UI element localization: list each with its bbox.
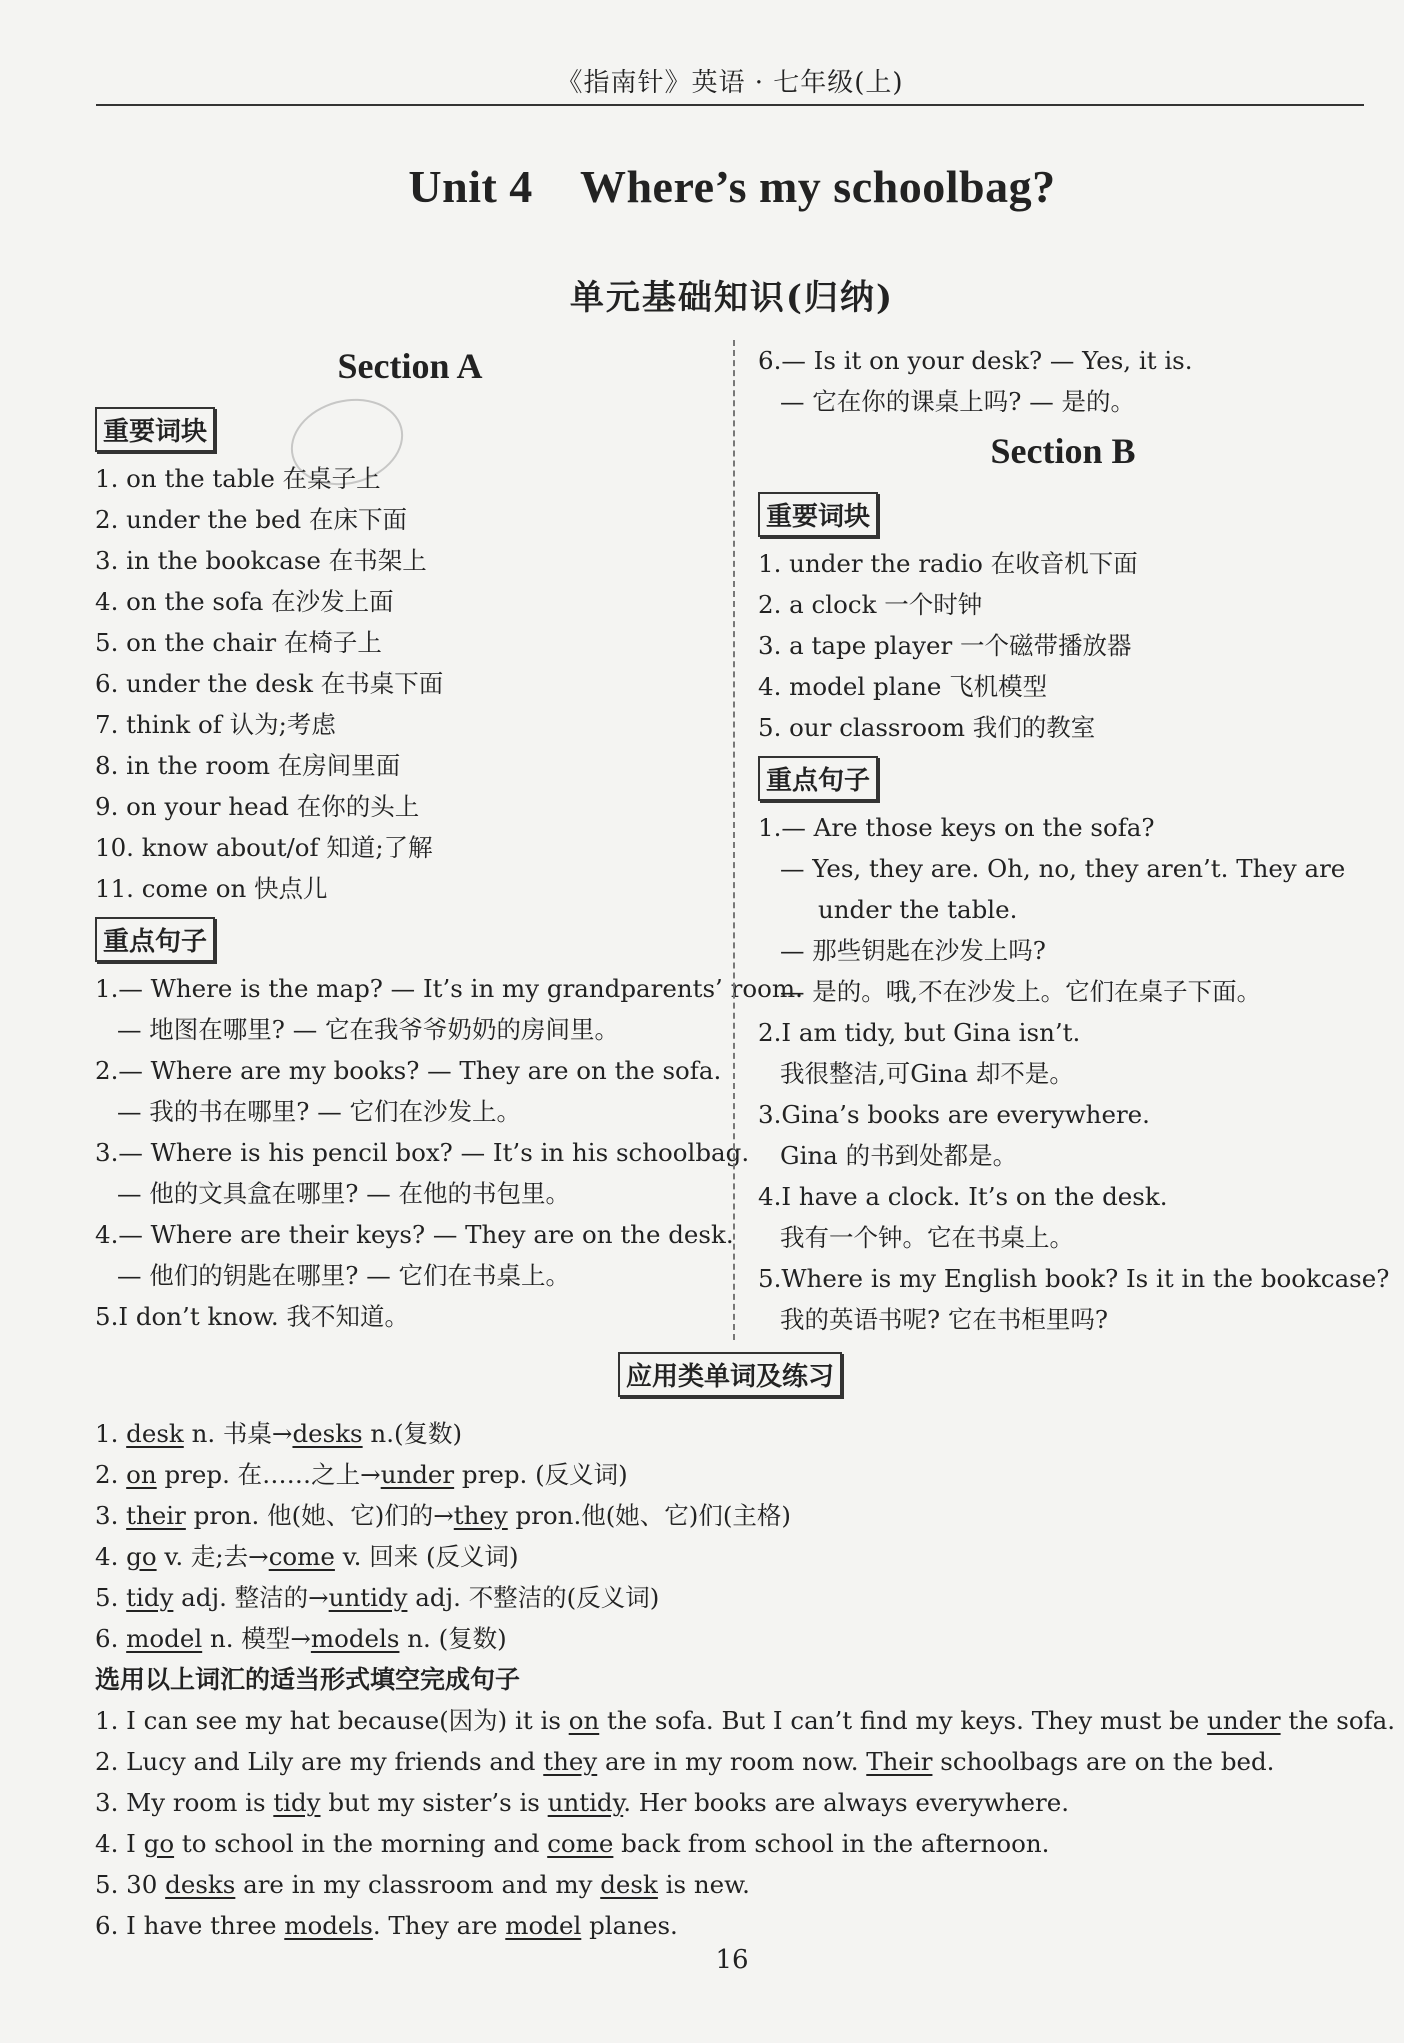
vocab-item: 11. come on 快点儿 xyxy=(95,874,328,903)
answer-word: models xyxy=(310,1624,400,1653)
sentence-line: Gina 的书到处都是。 xyxy=(780,1141,1018,1170)
sentence-line: 1.— Are those keys on the sofa? xyxy=(758,813,1155,842)
vocab-item: 10. know about/of 知道;了解 xyxy=(95,833,433,862)
exercise-item: 4. I go to school in the morning and come back from school in the afternoon. xyxy=(95,1829,1050,1858)
section-a-vocab-label: 重要词块 xyxy=(95,407,215,452)
answer-word: they xyxy=(453,1501,508,1530)
exercise-item: 1. I can see my hat because(因为) it is on the sofa. But I can’t find my keys. They must be under the sofa. xyxy=(95,1706,1396,1735)
answer-word: desk xyxy=(600,1870,658,1899)
section-b-sentences-list xyxy=(758,807,1390,1340)
sentence-line: — 他们的钥匙在哪里? — 它们在书桌上。 xyxy=(117,1261,570,1290)
section-a-title: Section A xyxy=(337,346,483,386)
sentence-line: 我有一个钟。它在书桌上。 xyxy=(780,1223,1074,1252)
section-b-vocab-label: 重要词块 xyxy=(758,492,878,537)
sentence-line: — 那些钥匙在沙发上吗? xyxy=(780,936,1046,965)
answer-word: come xyxy=(547,1829,614,1858)
vocab-item: 4. on the sofa 在沙发上面 xyxy=(95,587,394,616)
section-a-continued xyxy=(758,340,1368,422)
sentence-line: 5.I don’t know. 我不知道。 xyxy=(95,1302,409,1331)
vocab-item: 5. our classroom 我们的教室 xyxy=(758,713,1096,742)
answer-word: desks xyxy=(292,1419,363,1448)
sentence-line: 3.Gina’s books are everywhere. xyxy=(758,1100,1150,1129)
sentence-line: — 是的。哦,不在沙发上。它们在桌子下面。 xyxy=(780,977,1262,1006)
word-item: 4. go v. 走;去→come v. 回来 (反义词) xyxy=(95,1542,519,1571)
column-divider xyxy=(733,340,735,1340)
answer-word: models xyxy=(284,1911,373,1940)
answer-word: under xyxy=(380,1460,455,1489)
word-item: 6. model n. 模型→models n. (复数) xyxy=(95,1624,507,1653)
word-item: 2. on prep. 在……之上→under prep. (反义词) xyxy=(95,1460,628,1489)
answer-word: come xyxy=(268,1542,335,1571)
sentence-line: 4.I have a clock. It’s on the desk. xyxy=(758,1182,1168,1211)
exercise-item: 2. Lucy and Lily are my friends and they are in my room now. Their schoolbags are on the bed. xyxy=(95,1747,1275,1776)
practice-exercise-list xyxy=(95,1700,1396,1946)
practice-section xyxy=(95,1413,1396,1946)
sentence-line: 3.— Where is his pencil box? — It’s in his schoolbag. xyxy=(95,1138,750,1167)
vocab-item: 9. on your head 在你的头上 xyxy=(95,792,420,821)
unit-subtitle: 单元基础知识(归纳) xyxy=(569,278,895,318)
section-b-vocab-list xyxy=(758,543,1368,748)
practice-label: 应用类单词及练习 xyxy=(618,1352,842,1397)
sentence-line: 4.— Where are their keys? — They are on the desk. xyxy=(95,1220,734,1249)
exercise-item: 3. My room is tidy but my sister’s is untidy. Her books are always everywhere. xyxy=(95,1788,1069,1817)
sentence-line: — 地图在哪里? — 它在我爷爷奶奶的房间里。 xyxy=(117,1015,619,1044)
vocab-item: 4. model plane 飞机模型 xyxy=(758,672,1048,701)
word-item: 1. desk n. 书桌→desks n.(复数) xyxy=(95,1419,463,1448)
answer-word: go xyxy=(126,1542,157,1571)
answer-word: their xyxy=(126,1501,186,1530)
vocab-item: 7. think of 认为;考虑 xyxy=(95,710,336,739)
word-item: 5. tidy adj. 整洁的→untidy adj. 不整洁的(反义词) xyxy=(95,1583,660,1612)
section-b-column xyxy=(758,340,1390,1340)
sentence-line: — 他的文具盒在哪里? — 在他的书包里。 xyxy=(117,1179,570,1208)
answer-word: on xyxy=(126,1460,157,1489)
answer-word: untidy xyxy=(328,1583,408,1612)
answer-word: under xyxy=(1207,1706,1281,1735)
sentence-line: 我的英语书呢? 它在书柜里吗? xyxy=(780,1305,1109,1334)
header-rule xyxy=(96,104,1364,106)
answer-word: Their xyxy=(866,1747,933,1776)
answer-word: desk xyxy=(126,1419,184,1448)
sentence-line: under the table. xyxy=(818,895,1018,924)
answer-word: they xyxy=(543,1747,598,1776)
section-b-sentences-label: 重点句子 xyxy=(758,756,878,801)
sentence-line: — 它在你的课桌上吗? — 是的。 xyxy=(780,387,1135,416)
answer-word: model xyxy=(126,1624,203,1653)
sentence-line: — Yes, they are. Oh, no, they aren’t. They are xyxy=(780,854,1346,883)
answer-word: tidy xyxy=(273,1788,321,1817)
exercise-item: 6. I have three models. They are model planes. xyxy=(95,1911,678,1940)
section-a-vocab-list xyxy=(95,458,725,909)
section-a-sentences-list xyxy=(95,968,803,1337)
sentence-line: 2.— Where are my books? — They are on the sofa. xyxy=(95,1056,722,1085)
sentence-line: 5.Where is my English book? Is it in the bookcase? xyxy=(758,1264,1390,1293)
answer-word: on xyxy=(568,1706,600,1735)
vocab-item: 2. a clock 一个时钟 xyxy=(758,590,983,619)
vocab-item: 2. under the bed 在床下面 xyxy=(95,505,407,534)
section-a-sentences-label: 重点句子 xyxy=(95,917,215,962)
unit-title: Unit 4 Where’s my schoolbag? xyxy=(408,161,1056,212)
sentence-line: 2.I am tidy, but Gina isn’t. xyxy=(758,1018,1081,1047)
vocab-item: 5. on the chair 在椅子上 xyxy=(95,628,382,657)
sentence-line: 6.— Is it on your desk? — Yes, it is. xyxy=(758,346,1193,375)
word-item: 3. their pron. 他(她、它)们的→they pron.他(她、它)们(主格) xyxy=(95,1501,791,1530)
section-a-column xyxy=(95,345,803,1337)
answer-word: desks xyxy=(165,1870,236,1899)
answer-word: untidy xyxy=(547,1788,624,1817)
vocab-item: 8. in the room 在房间里面 xyxy=(95,751,401,780)
sentence-line: 我很整洁,可Gina 却不是。 xyxy=(780,1059,1074,1088)
answer-word: model xyxy=(505,1911,582,1940)
vocab-item: 3. a tape player 一个磁带播放器 xyxy=(758,631,1132,660)
section-b-title: Section B xyxy=(990,431,1136,471)
exercise-item: 5. 30 desks are in my classroom and my desk is new. xyxy=(95,1870,750,1899)
sentence-line: 1.— Where is the map? — It’s in my grandparents’ room. xyxy=(95,974,803,1003)
vocab-item: 6. under the desk 在书桌下面 xyxy=(95,669,444,698)
practice-word-list xyxy=(95,1413,1365,1659)
answer-word: go xyxy=(143,1829,175,1858)
running-header: 《指南针》英语 · 七年级(上) xyxy=(556,68,904,98)
vocab-item: 3. in the bookcase 在书架上 xyxy=(95,546,427,575)
vocab-item: 1. on the table 在桌子上 xyxy=(95,464,381,493)
sentence-line: — 我的书在哪里? — 它们在沙发上。 xyxy=(117,1097,521,1126)
answer-word: tidy xyxy=(126,1583,174,1612)
practice-instruction: 选用以上词汇的适当形式填空完成句子 xyxy=(95,1665,521,1694)
page-number: 16 xyxy=(715,1945,749,1975)
vocab-item: 1. under the radio 在收音机下面 xyxy=(758,549,1138,578)
